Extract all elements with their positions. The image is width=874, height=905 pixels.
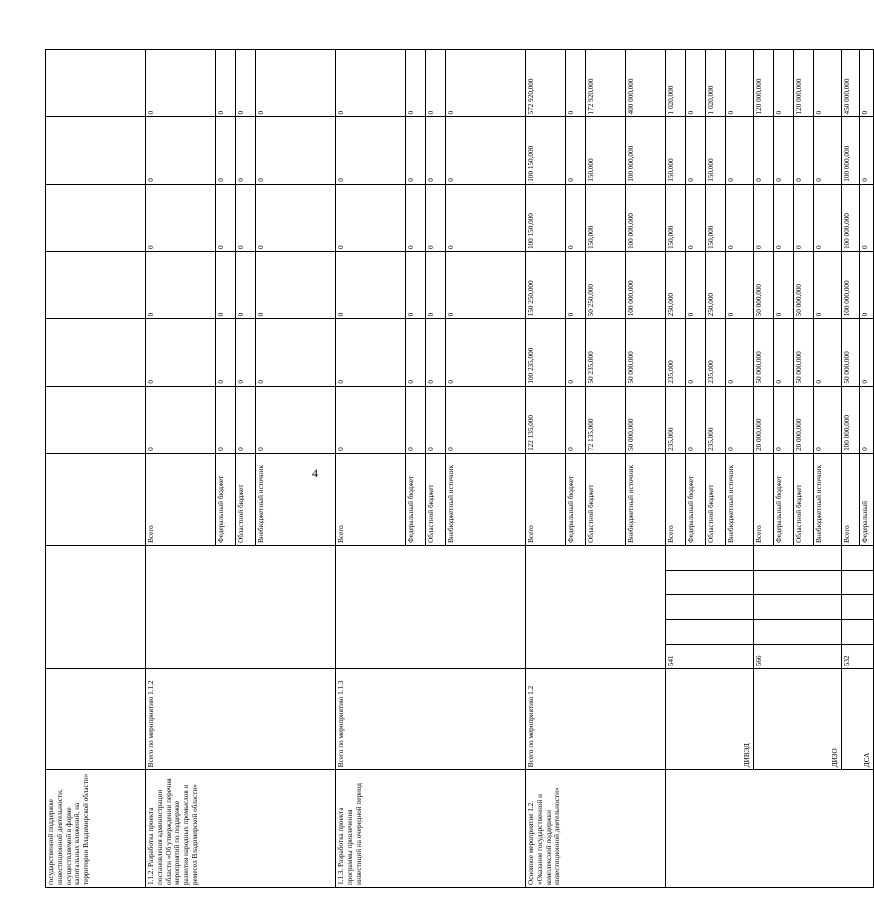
value-cell: 0 bbox=[256, 117, 336, 184]
value-cell: 0 bbox=[860, 252, 874, 319]
code-cell bbox=[146, 545, 336, 668]
value-cell: 0 bbox=[446, 319, 526, 386]
value-cell: 150,000 bbox=[666, 117, 686, 184]
value-cell: 0 bbox=[566, 50, 586, 117]
value-cell: 100 000,000 bbox=[842, 117, 860, 184]
value-cell: 0 bbox=[446, 252, 526, 319]
value-cell: 1 020,000 bbox=[706, 50, 726, 117]
value-cell: 0 bbox=[426, 252, 446, 319]
value-cell: 0 bbox=[236, 252, 256, 319]
value-cell: 150,000 bbox=[586, 184, 626, 251]
value-cell: 0 bbox=[336, 184, 406, 251]
source-cell: Областной бюджет bbox=[426, 453, 446, 545]
value-cell: 0 bbox=[236, 319, 256, 386]
value-cell: 235,000 bbox=[666, 386, 686, 453]
code-cell bbox=[666, 570, 754, 595]
value-cell: 120 000,000 bbox=[794, 50, 814, 117]
source-cell: Внебюджетный источник bbox=[726, 453, 754, 545]
source-cell: Всего bbox=[336, 453, 406, 545]
code-cell: 566 bbox=[754, 644, 842, 669]
responsible-cell bbox=[46, 669, 146, 770]
source-cell: Областной бюджет bbox=[236, 453, 256, 545]
value-cell: 0 bbox=[236, 184, 256, 251]
value-cell: 0 bbox=[426, 386, 446, 453]
table-row bbox=[46, 50, 146, 888]
source-cell: Всего bbox=[754, 453, 774, 545]
value-cell: 572 920,000 bbox=[526, 50, 566, 117]
value-cell: 150,000 bbox=[706, 184, 726, 251]
page-number: 4 bbox=[312, 466, 318, 480]
value-cell: 72 135,000 bbox=[586, 386, 626, 453]
value-cell: 0 bbox=[774, 50, 794, 117]
value-cell: 50 000,000 bbox=[754, 252, 774, 319]
code-cell bbox=[754, 595, 842, 620]
value-cell: 0 bbox=[814, 386, 842, 453]
responsible-cell: ДИЗО bbox=[754, 669, 842, 770]
value-cell: 0 bbox=[426, 117, 446, 184]
code-cell: 532 bbox=[842, 644, 874, 669]
value-cell: 235,000 bbox=[706, 386, 726, 453]
value-cell: 20 000,000 bbox=[794, 386, 814, 453]
value-cell: 0 bbox=[426, 319, 446, 386]
value-cell bbox=[46, 319, 146, 386]
value-cell: 50 250,000 bbox=[586, 252, 626, 319]
value-cell: 0 bbox=[814, 319, 842, 386]
value-cell: 0 bbox=[686, 319, 706, 386]
value-cell: 0 bbox=[336, 252, 406, 319]
value-cell: 235,000 bbox=[666, 319, 686, 386]
value-cell: 50 000,000 bbox=[626, 386, 666, 453]
value-cell: 0 bbox=[774, 117, 794, 184]
value-cell: 235,000 bbox=[706, 319, 726, 386]
value-cell: 400 000,000 bbox=[626, 50, 666, 117]
value-cell: 0 bbox=[566, 117, 586, 184]
value-cell: 0 bbox=[146, 117, 216, 184]
value-cell: 50 000,000 bbox=[626, 319, 666, 386]
responsible-cell: Всего по мероприятию 1.1.3 bbox=[336, 669, 526, 770]
responsible-cell: ДСА bbox=[842, 669, 874, 770]
value-cell: 150,000 bbox=[666, 184, 686, 251]
code-cell bbox=[754, 570, 842, 595]
value-cell: 0 bbox=[336, 319, 406, 386]
value-cell: 0 bbox=[446, 386, 526, 453]
value-cell: 0 bbox=[566, 184, 586, 251]
value-cell: 150,000 bbox=[706, 117, 726, 184]
value-cell: 0 bbox=[336, 50, 406, 117]
code-cell bbox=[754, 619, 842, 644]
code-cell bbox=[842, 619, 874, 644]
value-cell: 0 bbox=[814, 184, 842, 251]
value-cell: 0 bbox=[406, 50, 426, 117]
source-cell: Всего bbox=[842, 453, 860, 545]
value-cell: 0 bbox=[726, 252, 754, 319]
value-cell: 0 bbox=[256, 319, 336, 386]
code-cell: 541 bbox=[666, 644, 754, 669]
value-cell: 0 bbox=[814, 117, 842, 184]
value-cell bbox=[46, 117, 146, 184]
value-cell: 450 000,000 bbox=[842, 50, 860, 117]
value-cell: 0 bbox=[236, 117, 256, 184]
value-cell: 0 bbox=[146, 252, 216, 319]
value-cell: 50 000,000 bbox=[754, 319, 774, 386]
value-cell bbox=[46, 252, 146, 319]
value-cell: 0 bbox=[146, 184, 216, 251]
value-cell: 0 bbox=[236, 386, 256, 453]
value-cell: 150,000 bbox=[586, 117, 626, 184]
value-cell: 0 bbox=[426, 50, 446, 117]
responsible-cell: Всего по мероприятию 1.2 bbox=[526, 669, 666, 770]
value-cell: 0 bbox=[406, 319, 426, 386]
value-cell: 250,000 bbox=[666, 252, 686, 319]
value-cell: 0 bbox=[726, 319, 754, 386]
value-cell: 0 bbox=[726, 117, 754, 184]
value-cell: 0 bbox=[794, 117, 814, 184]
value-cell: 172 920,000 bbox=[586, 50, 626, 117]
source-cell: Всего bbox=[666, 453, 686, 545]
source-cell: Всего bbox=[526, 453, 566, 545]
value-cell: 150 250,000 bbox=[526, 252, 566, 319]
value-cell: 0 bbox=[336, 117, 406, 184]
table-row bbox=[754, 50, 774, 888]
value-cell: 0 bbox=[860, 319, 874, 386]
value-cell: 100 150,000 bbox=[526, 184, 566, 251]
value-cell: 0 bbox=[216, 252, 236, 319]
code-cell bbox=[666, 619, 754, 644]
table-row bbox=[336, 50, 406, 888]
value-cell: 100 000,000 bbox=[626, 117, 666, 184]
value-cell: 120 000,000 bbox=[754, 50, 774, 117]
source-cell: Внебюджетный источник bbox=[446, 453, 526, 545]
responsible-cell: ДИВЭД bbox=[666, 669, 754, 770]
value-cell: 1 020,000 bbox=[666, 50, 686, 117]
measure-name: 1.1.2. Разработка проекта постановления администрации области «Об утверждении перечня мероприятий по поддержке развития народных промыслов и ремесел Владимирской области» bbox=[146, 770, 336, 888]
value-cell: 0 bbox=[406, 184, 426, 251]
source-cell: Внебюджетный источник bbox=[256, 453, 336, 545]
value-cell: 0 bbox=[566, 252, 586, 319]
measure-name: государственной поддержке инвестиционной деятельности, осуществляемой в форме капитальных вложений, на территории Владимирской области» bbox=[46, 770, 146, 888]
code-cell bbox=[842, 595, 874, 620]
value-cell: 0 bbox=[406, 386, 426, 453]
source-cell: Федеральный бюджет bbox=[216, 453, 236, 545]
value-cell: 0 bbox=[774, 252, 794, 319]
measure-name: 1.1.3. Разработка проекта программы привлечения инвестиций на очередной период bbox=[336, 770, 526, 888]
value-cell: 0 bbox=[774, 319, 794, 386]
value-cell: 0 bbox=[774, 184, 794, 251]
value-cell: 0 bbox=[566, 319, 586, 386]
source-cell: Внебюджетный источник bbox=[814, 453, 842, 545]
value-cell: 0 bbox=[686, 252, 706, 319]
value-cell: 0 bbox=[686, 50, 706, 117]
value-cell bbox=[46, 50, 146, 117]
value-cell: 100 000,000 bbox=[842, 184, 860, 251]
value-cell: 0 bbox=[216, 117, 236, 184]
value-cell: 0 bbox=[426, 184, 446, 251]
source-cell: Федеральный бюджет bbox=[686, 453, 706, 545]
value-cell: 20 000,000 bbox=[754, 386, 774, 453]
value-cell: 0 bbox=[146, 319, 216, 386]
value-cell: 0 bbox=[860, 50, 874, 117]
value-cell: 250,000 bbox=[706, 252, 726, 319]
value-cell: 0 bbox=[686, 117, 706, 184]
code-cell bbox=[842, 545, 874, 570]
source-cell: Областной бюджет bbox=[706, 453, 726, 545]
source-cell: Областной бюджет bbox=[794, 453, 814, 545]
value-cell: 0 bbox=[146, 50, 216, 117]
value-cell: 100 000,000 bbox=[626, 252, 666, 319]
code-cell bbox=[336, 545, 526, 668]
rotated-table-container bbox=[45, 49, 872, 888]
value-cell bbox=[46, 386, 146, 453]
value-cell: 0 bbox=[566, 386, 586, 453]
value-cell: 0 bbox=[406, 117, 426, 184]
code-cell bbox=[842, 570, 874, 595]
value-cell: 0 bbox=[726, 386, 754, 453]
value-cell: 0 bbox=[860, 386, 874, 453]
code-cell bbox=[46, 545, 146, 668]
value-cell bbox=[46, 184, 146, 251]
value-cell: 100 235,000 bbox=[526, 319, 566, 386]
value-cell: 0 bbox=[216, 319, 236, 386]
table-row bbox=[842, 50, 860, 888]
value-cell: 0 bbox=[256, 386, 336, 453]
source-cell: Федеральный bbox=[860, 453, 874, 545]
value-cell: 0 bbox=[446, 50, 526, 117]
value-cell: 100 000,000 bbox=[626, 184, 666, 251]
value-cell: 0 bbox=[814, 252, 842, 319]
budget-table bbox=[45, 49, 874, 888]
value-cell: 50 235,000 bbox=[586, 319, 626, 386]
value-cell: 0 bbox=[726, 184, 754, 251]
value-cell: 0 bbox=[774, 386, 794, 453]
value-cell: 100 150,000 bbox=[526, 117, 566, 184]
value-cell: 0 bbox=[814, 50, 842, 117]
value-cell: 0 bbox=[236, 50, 256, 117]
table-row bbox=[146, 50, 216, 888]
source-cell: Внебюджетный источник bbox=[626, 453, 666, 545]
value-cell: 0 bbox=[726, 50, 754, 117]
value-cell: 100 000,000 bbox=[842, 386, 860, 453]
code-cell bbox=[666, 545, 754, 570]
value-cell: 0 bbox=[216, 386, 236, 453]
measure-name: Основное мероприятие 1.2. «Оказание государственной и комплексной поддержки инвестиционной деятельности» bbox=[526, 770, 666, 888]
value-cell: 0 bbox=[860, 184, 874, 251]
value-cell: 50 000,000 bbox=[794, 252, 814, 319]
value-cell: 50 000,000 bbox=[842, 319, 860, 386]
value-cell: 0 bbox=[754, 184, 774, 251]
value-cell: 0 bbox=[446, 184, 526, 251]
measure-name bbox=[666, 770, 874, 888]
value-cell: 0 bbox=[686, 184, 706, 251]
responsible-cell: Всего по мероприятию 1.1.2 bbox=[146, 669, 336, 770]
source-cell bbox=[46, 453, 146, 545]
value-cell: 0 bbox=[216, 184, 236, 251]
value-cell: 0 bbox=[216, 50, 236, 117]
code-cell bbox=[666, 595, 754, 620]
value-cell: 100 000,000 bbox=[842, 252, 860, 319]
source-cell: Федеральный бюджет bbox=[774, 453, 794, 545]
table-row bbox=[526, 50, 566, 888]
value-cell: 122 135,000 bbox=[526, 386, 566, 453]
value-cell: 0 bbox=[754, 117, 774, 184]
value-cell: 0 bbox=[446, 117, 526, 184]
value-cell: 0 bbox=[406, 252, 426, 319]
value-cell: 0 bbox=[146, 386, 216, 453]
value-cell: 50 000,000 bbox=[794, 319, 814, 386]
value-cell: 0 bbox=[336, 386, 406, 453]
code-cell bbox=[526, 545, 666, 668]
value-cell: 0 bbox=[860, 117, 874, 184]
source-cell: Областной бюджет bbox=[586, 453, 626, 545]
code-cell bbox=[754, 545, 842, 570]
value-cell: 0 bbox=[256, 50, 336, 117]
source-cell: Федеральный бюджет bbox=[566, 453, 586, 545]
value-cell: 0 bbox=[256, 252, 336, 319]
value-cell: 0 bbox=[256, 184, 336, 251]
source-cell: Федеральный бюджет bbox=[406, 453, 426, 545]
table-row bbox=[666, 50, 686, 888]
source-cell: Всего bbox=[146, 453, 216, 545]
value-cell: 0 bbox=[686, 386, 706, 453]
value-cell: 0 bbox=[794, 184, 814, 251]
